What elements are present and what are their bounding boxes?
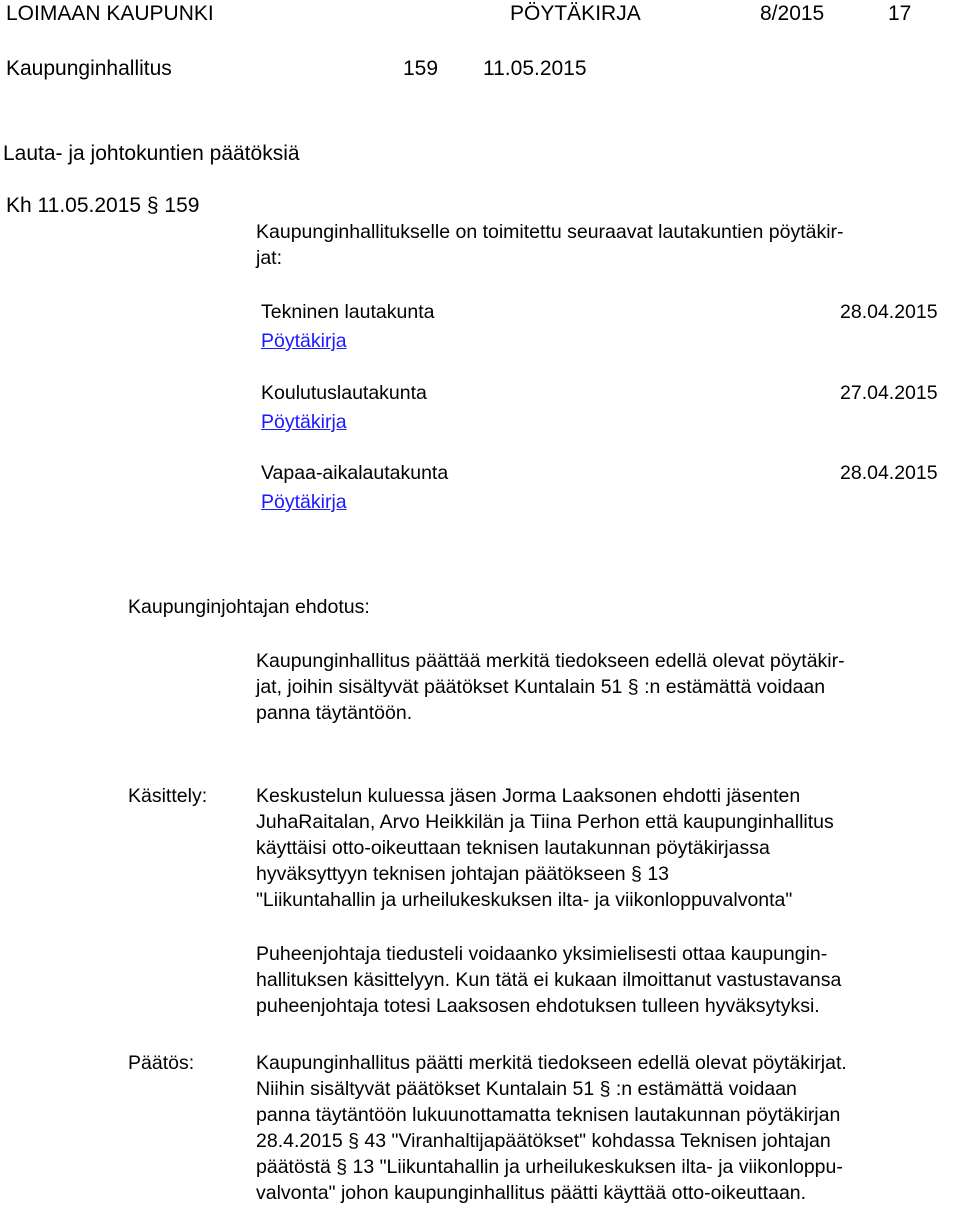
handling-line: puheenjohtaja totesi Laaksosen ehdotuksen tulleen hyväksytyksi. bbox=[256, 995, 820, 1017]
handling-label: Käsittely: bbox=[128, 785, 208, 807]
document-type: PÖYTÄKIRJA bbox=[510, 2, 641, 25]
intro-paragraph bbox=[256, 219, 844, 271]
item-reference: Kh 11.05.2015 § 159 bbox=[6, 194, 200, 217]
board-date: 27.04.2015 bbox=[840, 382, 938, 404]
handling-line: Puheenjohtaja tiedusteli voidaanko yksimielisesti ottaa kaupungin- bbox=[256, 943, 828, 965]
handling-paragraph-1 bbox=[256, 783, 834, 913]
handling-paragraph-2 bbox=[256, 941, 841, 1019]
proposal-label: Kaupunginjohtajan ehdotus: bbox=[128, 596, 370, 618]
proposal-text bbox=[256, 648, 845, 726]
proposal-line: Kaupunginhallitus päättää merkitä tiedokseen edellä olevat pöytäkir- bbox=[256, 650, 845, 672]
proposal-line: panna täytäntöön. bbox=[256, 702, 413, 724]
decision-line: päätöstä § 13 "Liikuntahallin ja urheilukeskuksen ilta- ja viikonloppu- bbox=[256, 1156, 843, 1178]
board-date: 28.04.2015 bbox=[840, 462, 938, 484]
handling-line: Keskustelun kuluessa jäsen Jorma Laaksonen ehdotti jäsenten bbox=[256, 785, 801, 807]
intro-line: jat: bbox=[256, 247, 283, 269]
governing-body: Kaupunginhallitus bbox=[6, 57, 172, 80]
minutes-link[interactable]: Pöytäkirja bbox=[261, 411, 347, 433]
board-name: Tekninen lautakunta bbox=[261, 301, 435, 323]
decision-label: Päätös: bbox=[128, 1052, 195, 1074]
decision-line: panna täytäntöön lukuunottamatta teknisen lautakunnan pöytäkirjan bbox=[256, 1104, 841, 1126]
section-number: 159 bbox=[403, 57, 439, 80]
decision-line: 28.4.2015 § 43 "Viranhaltijapäätökset" kohdassa Teknisen johtajan bbox=[256, 1130, 831, 1152]
minutes-link[interactable]: Pöytäkirja bbox=[261, 491, 347, 513]
minutes-link[interactable]: Pöytäkirja bbox=[261, 330, 347, 352]
decision-line: Niihin sisältyvät päätökset Kuntalain 51 § :n estämättä voidaan bbox=[256, 1078, 797, 1100]
decision-line: valvonta" johon kaupunginhallitus päätti käyttää otto-oikeuttaan. bbox=[256, 1182, 807, 1204]
handling-line: hallituksen käsittelyyn. Kun tätä ei kukaan ilmoittanut vastustavansa bbox=[256, 969, 842, 991]
intro-line: Kaupunginhallitukselle on toimitettu seuraavat lautakuntien pöytäkir- bbox=[256, 221, 844, 243]
handling-line: JuhaRaitalan, Arvo Heikkilän ja Tiina Perhon että kaupunginhallitus bbox=[256, 811, 834, 833]
meeting-date: 11.05.2015 bbox=[483, 57, 587, 80]
document-number: 8/2015 bbox=[760, 2, 825, 25]
item-title: Lauta- ja johtokuntien päätöksiä bbox=[3, 142, 300, 165]
decision-paragraph bbox=[256, 1050, 847, 1206]
page-number: 17 bbox=[888, 2, 912, 25]
handling-line: hyväksyttyyn teknisen johtajan päätökseen § 13 bbox=[256, 863, 670, 885]
municipality-name: LOIMAAN KAUPUNKI bbox=[6, 2, 214, 25]
board-date: 28.04.2015 bbox=[840, 301, 938, 323]
proposal-line: jat, joihin sisältyvät päätökset Kuntalain 51 § :n estämättä voidaan bbox=[256, 676, 826, 698]
handling-line: käyttäisi otto-oikeuttaan teknisen lautakunnan pöytäkirjassa bbox=[256, 837, 770, 859]
board-name: Koulutuslautakunta bbox=[261, 382, 427, 404]
handling-line: "Liikuntahallin ja urheilukeskuksen ilta- ja viikonloppuvalvonta" bbox=[256, 889, 793, 911]
board-name: Vapaa-aikalautakunta bbox=[261, 462, 449, 484]
decision-line: Kaupunginhallitus päätti merkitä tiedokseen edellä olevat pöytäkirjat. bbox=[256, 1052, 847, 1074]
